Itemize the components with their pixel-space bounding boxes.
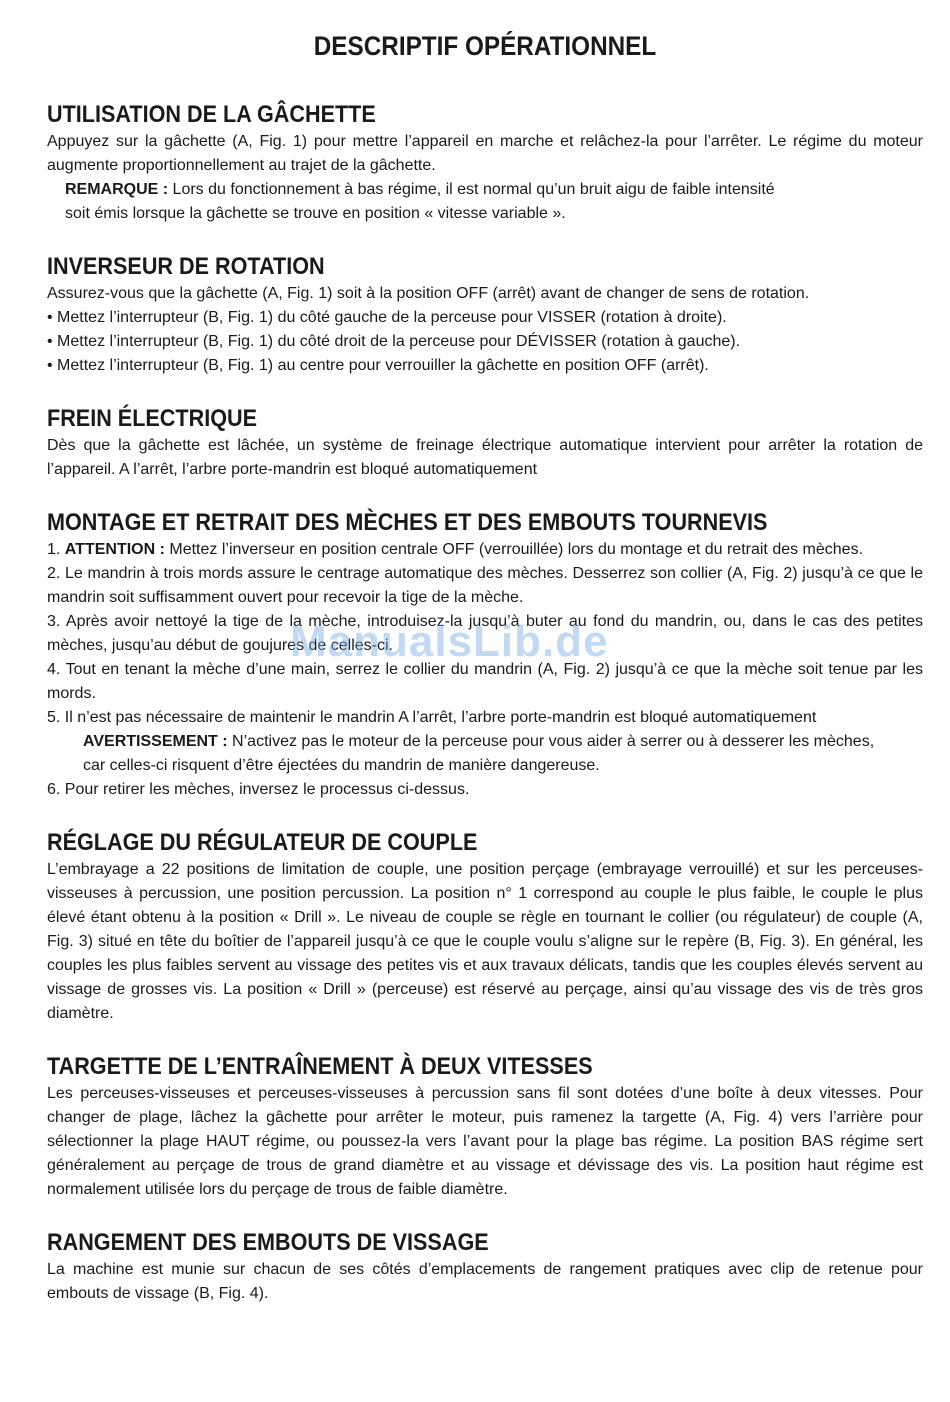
page-title: DESCRIPTIF OPÉRATIONNEL bbox=[313, 31, 657, 61]
section-two-speed bbox=[47, 1052, 923, 1202]
bullet-item: • Mettez l’interrupteur (B, Fig. 1) du côté droit de la perceuse pour DÉVISSER (rotation à gauche). bbox=[47, 333, 741, 350]
warning-text: N’activez pas le moteur de la perceuse pour vous aider à serrer ou à desserer les mèches, bbox=[227, 733, 875, 750]
section-torque bbox=[47, 828, 923, 1026]
list-item: 4. Tout en tenant la mèche d’une main, serrez le collier du mandrin (A, Fig. 2) jusqu’à ce que la mèche soit tenue par les mords. bbox=[47, 661, 923, 702]
bullet-item: • Mettez l’interrupteur (B, Fig. 1) du côté gauche de la perceuse pour VISSER (rotation à droite). bbox=[47, 309, 727, 326]
attention-label: ATTENTION : bbox=[64, 541, 165, 558]
warning-label: AVERTISSEMENT : bbox=[83, 733, 228, 750]
note-line: soit émis lorsque la gâchette se trouve en position « vitesse variable ». bbox=[65, 205, 566, 222]
list-item: 2. Le mandrin à trois mords assure le centrage automatique des mèches. Desserrez son collier (A, Fig. 2) jusqu’à ce que le mandrin soit suffisamment ouvert pour recevoir la tige de la mèche. bbox=[47, 565, 923, 606]
section-reverser bbox=[47, 252, 923, 378]
paragraph: Les perceuses-visseuses et perceuses-visseuses à percussion sans fil sont dotées d’une boîte à deux vitesses. Pour changer de plage, lâchez la gâchette pour arrêter le moteur, puis ramenez la targette (A, Fig. 4) vers l’arrière pour sélectionner la plage HAUT régime, ou poussez-la vers l’avant pour la plage bas régime. La position BAS régime sert généralement au perçage de trous de grand diamètre et au vissage et dévissage des vis. La position haut régime est normalement utilisée lors du perçage de trous de faible diamètre. bbox=[47, 1085, 923, 1198]
list-item: 5. Il n’est pas nécessaire de maintenir le mandrin A l’arrêt, l’arbre porte-mandrin est bloqué automatiquement bbox=[47, 709, 817, 726]
section-heading: RÉGLAGE DU RÉGULATEUR DE COUPLE bbox=[47, 829, 478, 856]
item-text: Mettez l’inverseur en position centrale OFF (verrouillée) lors du montage et du retrait des mèches. bbox=[164, 541, 864, 558]
warning-line bbox=[47, 730, 923, 754]
list-item bbox=[47, 538, 923, 562]
section-bit-storage bbox=[47, 1228, 923, 1306]
paragraph: Dès que la gâchette est lâchée, un système de freinage électrique automatique intervient pour arrêter la rotation de l’appareil. A l’arrêt, l’arbre porte-mandrin est bloqué automatiquement bbox=[47, 437, 923, 478]
section-heading: INVERSEUR DE ROTATION bbox=[47, 253, 325, 280]
item-number: 1. bbox=[47, 541, 65, 558]
section-heading: RANGEMENT DES EMBOUTS DE VISSAGE bbox=[47, 1229, 489, 1256]
watermark: ManualsLib.de bbox=[290, 617, 609, 666]
section-heading: UTILISATION DE LA GÂCHETTE bbox=[47, 101, 376, 128]
section-brake bbox=[47, 404, 923, 482]
bullet-item: • Mettez l’interrupteur (B, Fig. 1) au centre pour verrouiller la gâchette en position OFF (arrêt). bbox=[47, 357, 709, 374]
warning-line: car celles-ci risquent d’être éjectées du mandrin de manière dangereuse. bbox=[83, 757, 600, 774]
paragraph: L’embrayage a 22 positions de limitation de couple, une position perçage (embrayage verrouillé) et sur les perceuses-visseuses à percussion, une position percussion. La position n° 1 correspond au couple le plus faible, le couple le plus élevé étant obtenu à la position « Drill ». Le niveau de couple se règle en tournant le collier (ou régulateur) de couple (A, Fig. 3) situé en tête du boîtier de l’appareil jusqu’à ce que le couple voulu s’aligne sur le repère (B, Fig. 3). En général, les couples les plus faibles servent au vissage des petites vis et aux travaux délicats, tandis que les couples élevés servent au vissage de grosses vis. La position « Drill » (perceuse) est réservé au perçage, ainsi qu’au vissage des vis de très gros diamètre. bbox=[47, 861, 923, 1022]
list-item: 6. Pour retirer les mèches, inversez le processus ci-dessus. bbox=[47, 781, 470, 798]
paragraph: Appuyez sur la gâchette (A, Fig. 1) pour mettre l’appareil en marche et relâchez-la pour l’arrêter. Le régime du moteur augmente proportionnellement au trajet de la gâchette. bbox=[47, 133, 923, 174]
section-heading: TARGETTE DE L’ENTRAÎNEMENT À DEUX VITESSES bbox=[47, 1053, 593, 1080]
section-heading: FREIN ÉLECTRIQUE bbox=[47, 405, 258, 432]
note-label: REMARQUE : bbox=[65, 181, 169, 198]
paragraph: La machine est munie sur chacun de ses côtés d’emplacements de rangement pratiques avec clip de retenue pour embouts de vissage (B, Fig. 4). bbox=[47, 1261, 923, 1302]
note-text: Lors du fonctionnement à bas régime, il est normal qu’un bruit aigu de faible intensité bbox=[168, 181, 775, 198]
section-trigger bbox=[47, 100, 923, 226]
list-item: 3. Après avoir nettoyé la tige de la mèche, introduisez-la jusqu’à buter au fond du mandrin, ou, dans le cas des petites mèches, jusqu’au début de goujures de celles-ci. bbox=[47, 613, 923, 654]
section-heading: MONTAGE ET RETRAIT DES MÈCHES ET DES EMBOUTS TOURNEVIS bbox=[47, 509, 768, 536]
note-line bbox=[47, 178, 923, 202]
paragraph: Assurez-vous que la gâchette (A, Fig. 1) soit à la position OFF (arrêt) avant de changer de sens de rotation. bbox=[47, 285, 810, 302]
